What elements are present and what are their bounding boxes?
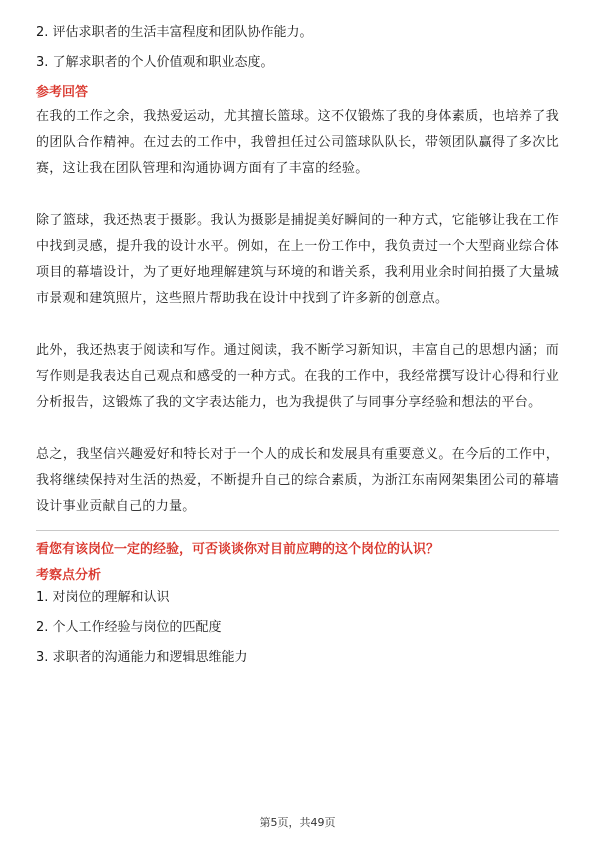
list-item: 2. 个人工作经验与岗位的匹配度 (36, 620, 222, 635)
list-item: 1. 对岗位的理解和认识 (36, 590, 170, 605)
paragraph-spacer (36, 182, 559, 208)
list-item: 3. 求职者的沟通能力和逻辑思维能力 (36, 650, 248, 665)
analysis-heading: 考察点分析 (36, 568, 102, 583)
list-item: 2. 评估求职者的生活丰富程度和团队协作能力。 (36, 25, 313, 40)
answer-paragraph: 除了篮球，我还热衷于摄影。我认为摄影是捕捉美好瞬间的一种方式，它能够让我在工作中找到灵感，提升我的设计水平。例如，在上一份工作中，我负责过一个大型商业综合体项目的幕墙设计，为了更好地理解建筑与环境的和谐关系，我利用业余时间拍摄了大量城市景观和建筑照片，这些照片帮助我在设计中找到了许多新的创意点。 (36, 213, 559, 306)
answer-paragraph: 此外，我还热衷于阅读和写作。通过阅读，我不断学习新知识，丰富自己的思想内涵；而写作则是我表达自己观点和感受的一种方式。在我的工作中，我经常撰写设计心得和行业分析报告，这锻炼了我的文字表达能力，也为我提供了与同事分享经验和想法的平台。 (36, 343, 559, 410)
question-heading: 看您有该岗位一定的经验，可否谈谈你对目前应聘的这个岗位的认识？ (36, 542, 440, 557)
paragraph-spacer (36, 416, 559, 442)
page-number-footer: 第5页，共49页 (259, 816, 336, 829)
paragraph-spacer (36, 312, 559, 338)
page-content (36, 22, 559, 677)
section-divider (36, 530, 559, 531)
list-item: 3. 了解求职者的个人价值观和职业态度。 (36, 55, 274, 70)
answer-heading: 参考回答 (36, 85, 89, 100)
answer-paragraph: 总之，我坚信兴趣爱好和特长对于一个人的成长和发展具有重要意义。在今后的工作中，我将继续保持对生活的热爱，不断提升自己的综合素质，为浙江东南网架集团公司的幕墙设计事业贡献自己的力量。 (36, 447, 559, 514)
answer-paragraph: 在我的工作之余，我热爱运动，尤其擅长篮球。这不仅锻炼了我的身体素质，也培养了我的团队合作精神。在过去的工作中，我曾担任过公司篮球队队长，带领团队赢得了多次比赛，这让我在团队管理和沟通协调方面有了丰富的经验。 (36, 109, 559, 176)
